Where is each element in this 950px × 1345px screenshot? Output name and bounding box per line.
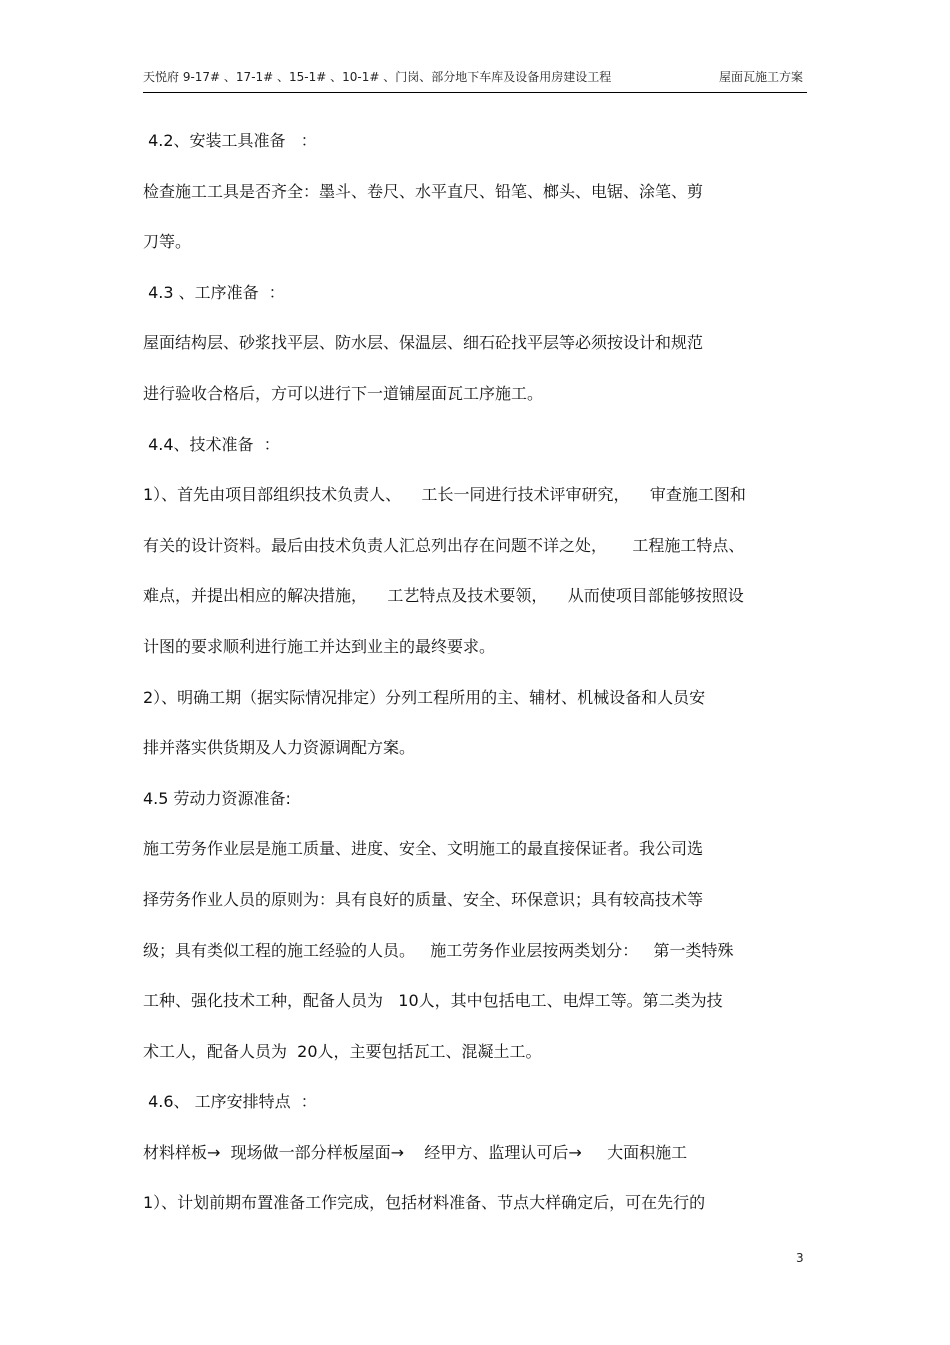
paragraph-line: 检查施工工具是否齐全：墨斗、卷尺、水平直尺、铅笔、榔头、电锯、涂笔、剪	[143, 181, 704, 201]
paragraph-line: 择劳务作业人员的原则为：具有良好的质量、安全、环保意识；具有较高技术等	[143, 889, 704, 909]
paragraph-line: 刀等。	[143, 232, 192, 252]
section-heading-4-6: 4.6、 工序安排特点 ：	[143, 1092, 317, 1112]
header-document-title: 屋面瓦施工方案	[718, 70, 803, 84]
paragraph-line: 有关的设计资料。最后由技术负责人汇总列出存在问题不详之处， 工程施工特点、	[143, 535, 745, 555]
header-project-title: 天悦府 9-17# 、17-1# 、15-1# 、10-1# 、门岗、部分地下车库及设备用房建设工程	[143, 70, 612, 84]
paragraph-line: 施工劳务作业层是施工质量、进度、安全、文明施工的最直接保证者。我公司选	[143, 839, 704, 859]
section-heading-4-2: 4.2、安装工具准备 ：	[143, 131, 317, 150]
paragraph-line: 进行验收合格后，方可以进行下一道铺屋面瓦工序施工。	[143, 383, 544, 403]
paragraph-line: 排并落实供货期及人力资源调配方案。	[143, 738, 416, 758]
paragraph-line: 1）、首先由项目部组织技术负责人、 工长一同进行技术评审研究， 审查施工图和	[143, 485, 746, 505]
paragraph-line: 2）、明确工期（据实际情况排定）分列工程所用的主、辅材、机械设备和人员安	[143, 687, 706, 707]
process-flow-line: 材料样板→ 现场做一部分样板屋面→ 经甲方、监理认可后→ 大面积施工	[143, 1142, 688, 1162]
paragraph-line: 级；具有类似工程的施工经验的人员。 施工劳务作业层按两类划分： 第一类特殊	[143, 940, 734, 960]
document-body	[143, 124, 811, 1237]
paragraph-line: 难点，并提出相应的解决措施， 工艺特点及技术要领， 从而使项目部能够按照设	[143, 586, 744, 606]
section-heading-4-4: 4.4、技术准备 ：	[143, 434, 280, 454]
paragraph-line: 屋面结构层、砂浆找平层、防水层、保温层、细石砼找平层等必须按设计和规范	[143, 333, 704, 353]
section-heading-4-5: 4.5 劳动力资源准备:	[143, 788, 291, 808]
paragraph-line: 工种、强化技术工种，配备人员为 10人，其中包括电工、电焊工等。第二类为技	[143, 991, 723, 1011]
paragraph-line: 1）、计划前期布置准备工作完成，包括材料准备、节点大样确定后，可在先行的	[143, 1193, 706, 1213]
page-number: 3	[796, 1251, 804, 1265]
section-heading-4-3: 4.3 、工序准备 ：	[143, 282, 285, 302]
page-header	[143, 66, 807, 93]
paragraph-line: 术工人，配备人员为 20人，主要包括瓦工、混凝土工。	[143, 1041, 542, 1061]
paragraph-line: 计图的要求顺利进行施工并达到业主的最终要求。	[143, 636, 496, 656]
